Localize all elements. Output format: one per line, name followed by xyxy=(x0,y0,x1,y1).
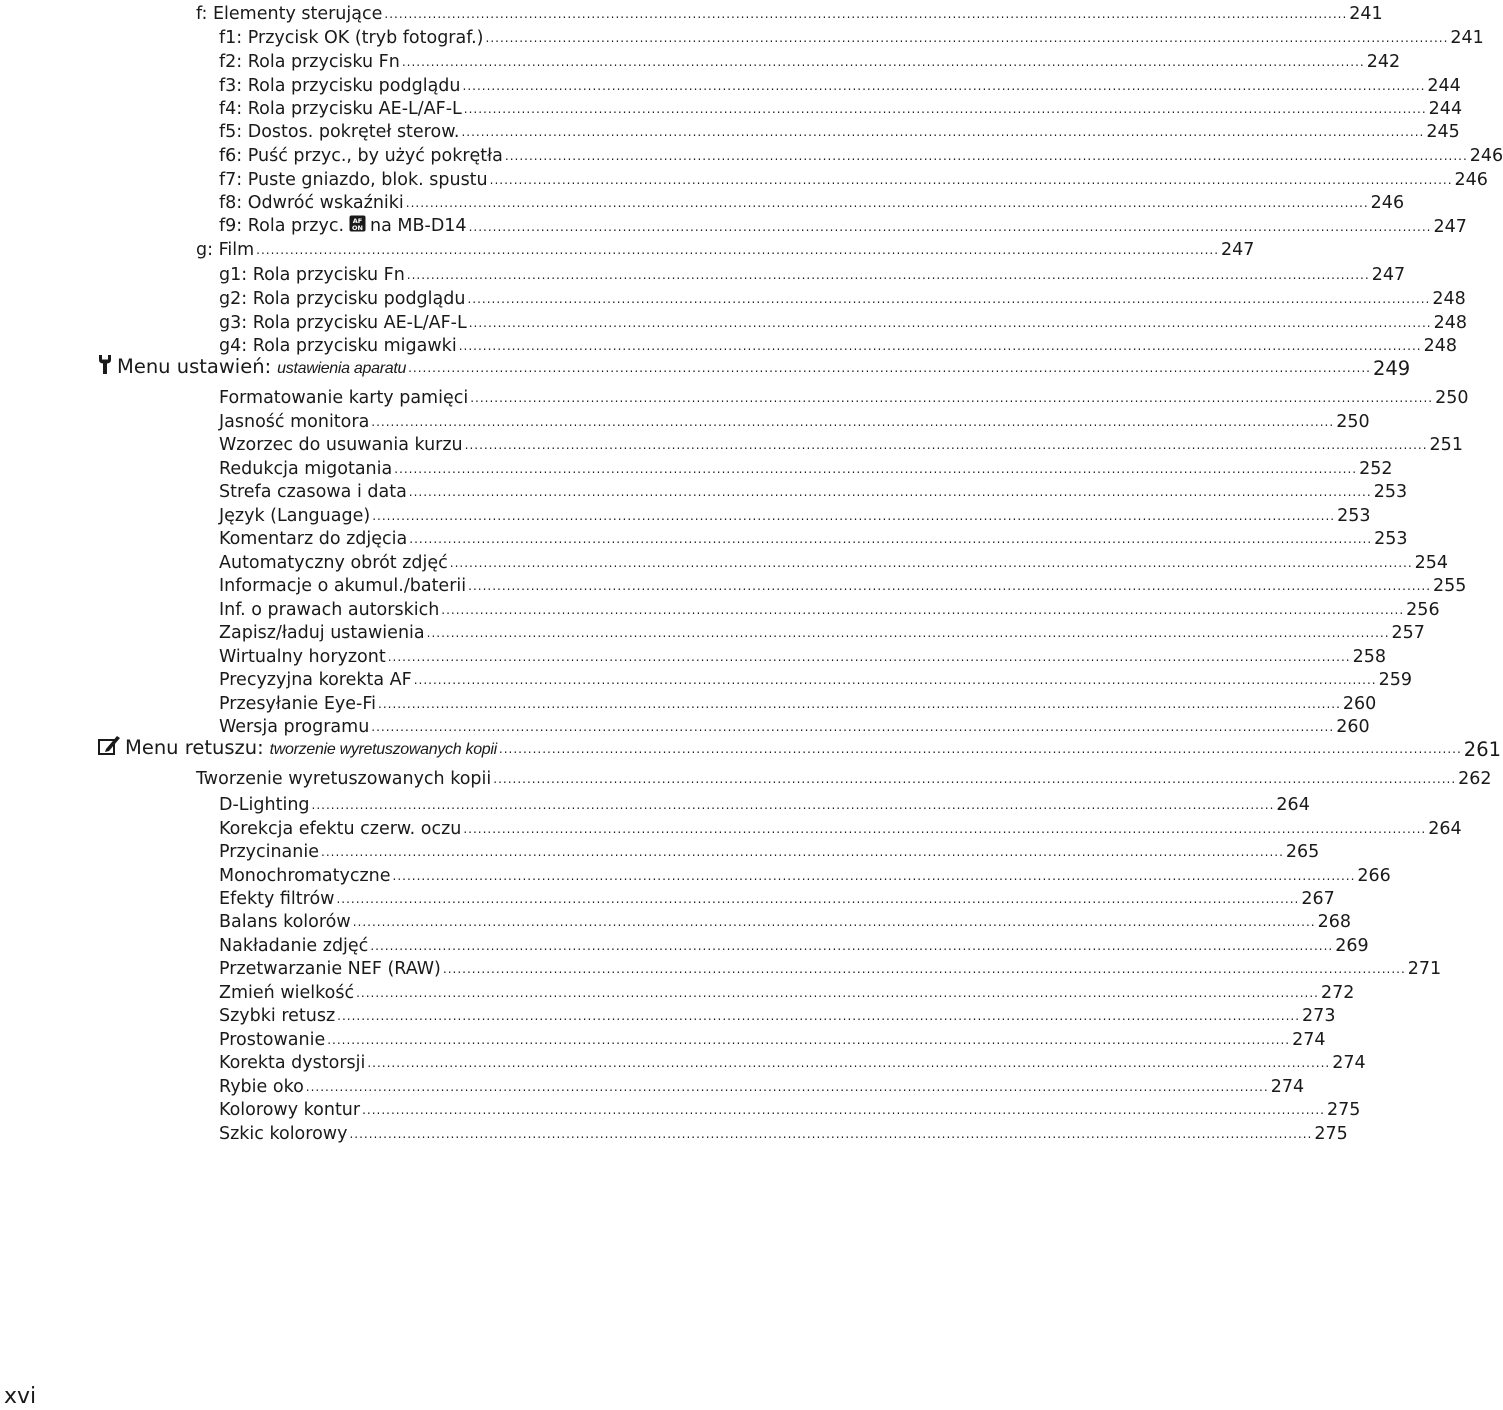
toc-entry-title xyxy=(219,481,407,503)
dot-leader: ........................................................................................................................................................................................................ xyxy=(401,55,1365,69)
toc-entry-label: Prostowanie xyxy=(219,1030,326,1050)
dot-leader: ........................................................................................................................................................................................................ xyxy=(305,1080,1269,1094)
toc-entry-label: f1: Przycisk OK (tryb fotograf.) xyxy=(219,28,484,48)
toc-entry[interactable] xyxy=(219,597,1440,621)
toc-entry-page: 253 xyxy=(1373,482,1408,502)
toc-entry-label: f: Elementy sterujące xyxy=(196,4,383,24)
toc-entry-page: 242 xyxy=(1366,52,1401,72)
toc-entry-page: 241 xyxy=(1349,4,1383,24)
toc-entry-title xyxy=(196,3,382,25)
toc-entry-label: Kolorowy kontur xyxy=(219,1100,361,1120)
toc-entry-label: Balans kolorów xyxy=(219,912,351,932)
toc-entry[interactable] xyxy=(219,550,1449,574)
toc-entry-title xyxy=(219,575,466,597)
dot-leader: ........................................................................................................................................................................................................ xyxy=(372,509,1336,523)
toc-entry-label: Nakładanie zdjęć xyxy=(219,936,369,956)
toc-entry-page: 246 xyxy=(1469,146,1503,166)
dot-leader: ........................................................................................................................................................................................................ xyxy=(408,485,1372,499)
toc-entry-title xyxy=(219,693,376,715)
toc-entry-page: 265 xyxy=(1285,842,1320,862)
dot-leader: ........................................................................................................................................................................................................ xyxy=(362,1103,1325,1117)
toc-entry-page: 260 xyxy=(1336,717,1370,737)
toc-entry-title xyxy=(219,622,425,644)
toc-entry-label: Przycinanie xyxy=(219,842,320,862)
dot-leader: ........................................................................................................................................................................................................ xyxy=(463,102,1427,116)
dot-leader: ........................................................................................................................................................................................................ xyxy=(405,196,1369,210)
toc-entry[interactable] xyxy=(219,310,1468,334)
toc-entry[interactable] xyxy=(219,644,1387,668)
dot-leader: ........................................................................................................................................................................................................ xyxy=(426,626,1390,640)
toc-entry-label: f8: Odwróć wskaźniki xyxy=(219,193,404,213)
toc-entry-label: Menu ustawień: xyxy=(117,355,272,378)
toc-entry-title xyxy=(219,505,370,527)
toc-entry-subtitle: ustawienia aparatu xyxy=(277,360,407,377)
toc-entry-page: 257 xyxy=(1391,623,1425,643)
toc-entry[interactable] xyxy=(219,909,1351,933)
toc-entry-subtitle: tworzenie wyretuszowanych kopii xyxy=(269,741,497,758)
toc-entry[interactable] xyxy=(219,503,1371,527)
dot-leader: ........................................................................................................................................................................................................ xyxy=(384,7,1348,21)
toc-entry[interactable] xyxy=(219,1074,1305,1098)
toc-entry-label: Efekty filtrów xyxy=(219,889,335,909)
toc-entry[interactable] xyxy=(219,286,1466,310)
toc-entry[interactable] xyxy=(219,119,1460,143)
toc-entry-label: Strefa czasowa i data xyxy=(219,482,407,502)
toc-entry-title xyxy=(219,1076,304,1098)
toc-entry-title xyxy=(219,264,405,286)
toc-entry[interactable] xyxy=(219,96,1463,120)
toc-entry-label: Korekta dystorsji xyxy=(219,1053,366,1073)
toc-entry-page: 269 xyxy=(1335,936,1369,956)
toc-entry-page: 245 xyxy=(1426,122,1460,142)
toc-entry-title xyxy=(219,27,484,49)
toc-entry-page: 246 xyxy=(1454,170,1488,190)
toc-entry[interactable] xyxy=(219,479,1408,503)
toc-entry[interactable] xyxy=(219,167,1488,191)
toc-entry-page: 272 xyxy=(1320,983,1355,1003)
toc-entry[interactable] xyxy=(219,25,1484,49)
dot-leader: ........................................................................................................................................................................................................ xyxy=(367,1056,1331,1070)
dot-leader: ........................................................................................................................................................................................................ xyxy=(356,986,1319,1000)
svg-text:AF: AF xyxy=(352,217,363,225)
dot-leader: ........................................................................................................................................................................................................ xyxy=(392,869,1356,883)
toc-entry-title xyxy=(219,911,351,933)
toc-entry-title xyxy=(219,1123,347,1145)
toc-entry[interactable] xyxy=(196,1,1383,25)
toc-entry[interactable] xyxy=(219,214,1467,238)
toc-entry-page: 274 xyxy=(1270,1077,1305,1097)
toc-entry-label: Jasność monitora xyxy=(219,412,370,432)
dot-leader: ........................................................................................................................................................................................................ xyxy=(463,822,1427,836)
toc-entry-page: 247 xyxy=(1371,265,1406,285)
dot-leader: ........................................................................................................................................................................................................ xyxy=(442,962,1406,976)
toc-entry-title xyxy=(196,768,491,790)
toc-entry[interactable] xyxy=(219,980,1355,1004)
toc-entry-label: f3: Rola przycisku podglądu xyxy=(219,76,461,96)
dot-leader: ........................................................................................................................................................................................................ xyxy=(337,1009,1301,1023)
dot-leader: ........................................................................................................................................................................................................ xyxy=(371,720,1335,734)
toc-entry-page: 274 xyxy=(1292,1030,1326,1050)
toc-entry-label: Formatowanie karty pamięci xyxy=(219,388,469,408)
toc-entry-label: Precyzyjna korekta AF xyxy=(219,670,412,690)
toc-entry-page: 259 xyxy=(1378,670,1412,690)
toc-entry-page: 271 xyxy=(1407,959,1442,979)
toc-entry-page: 244 xyxy=(1428,99,1463,119)
toc-entry-page: 244 xyxy=(1427,76,1461,96)
toc-entry-page: 253 xyxy=(1374,529,1408,549)
dot-leader: ........................................................................................................................................................................................................ xyxy=(449,556,1413,570)
toc-entry[interactable] xyxy=(219,667,1412,691)
dot-leader: ........................................................................................................................................................................................................ xyxy=(468,579,1432,593)
toc-entry-label: Zapisz/ładuj ustawienia xyxy=(219,623,425,643)
toc-entry[interactable] xyxy=(219,1050,1366,1074)
toc-entry-title xyxy=(219,599,439,621)
toc-entry-title xyxy=(219,528,407,550)
toc-entry-label-suffix: na MB-D14 xyxy=(370,216,467,236)
dot-leader: ........................................................................................................................................................................................................ xyxy=(462,79,1426,93)
toc-entry-page: 264 xyxy=(1276,795,1310,815)
toc-entry[interactable] xyxy=(219,49,1401,73)
toc-entry-page: 275 xyxy=(1326,1100,1361,1120)
toc-entry[interactable] xyxy=(219,432,1463,456)
toc-entry-title xyxy=(97,734,497,761)
toc-entry-label: g4: Rola przycisku migawki xyxy=(219,336,457,356)
toc-entry-page: 260 xyxy=(1342,694,1377,714)
toc-entry[interactable] xyxy=(219,143,1503,167)
toc-entry-title xyxy=(219,794,310,816)
dot-leader: ........................................................................................................................................................................................................ xyxy=(349,1127,1313,1141)
dot-leader: ........................................................................................................................................................................................................ xyxy=(458,339,1422,353)
toc-entry-title xyxy=(219,215,467,238)
toc-entry-label: Tworzenie wyretuszowanych kopii xyxy=(196,769,492,789)
toc-entry-title xyxy=(219,1052,365,1074)
toc-entry-page: 273 xyxy=(1302,1006,1336,1026)
toc-entry-page: 248 xyxy=(1432,289,1466,309)
toc-entry-page: 258 xyxy=(1352,647,1387,667)
toc-entry-page: 252 xyxy=(1359,459,1393,479)
toc-entry-title xyxy=(219,387,468,409)
toc-entry-label: Język (Language) xyxy=(219,506,371,526)
toc-entry-label: Przesyłanie Eye-Fi xyxy=(219,694,376,714)
toc-entry-label: f4: Rola przycisku AE-L/AF-L xyxy=(219,99,462,119)
dot-leader: ........................................................................................................................................................................................................ xyxy=(256,243,1220,257)
toc-entry-title xyxy=(219,818,461,840)
retouch-icon xyxy=(97,734,121,761)
toc-entry-label: g1: Rola przycisku Fn xyxy=(219,265,405,285)
dot-leader: ........................................................................................................................................................................................................ xyxy=(409,532,1373,546)
toc-entry[interactable] xyxy=(219,1003,1336,1027)
toc-entry-label: Korekcja efektu czerw. oczu xyxy=(219,819,462,839)
toc-entry[interactable] xyxy=(196,766,1492,790)
toc-entry[interactable] xyxy=(97,355,1411,380)
toc-entry-label: f6: Puść przyc., by użyć pokrętła xyxy=(219,146,503,166)
toc-entry-label: Szkic kolorowy xyxy=(219,1124,348,1144)
toc-entry[interactable] xyxy=(219,409,1370,433)
toc-entry-page: 250 xyxy=(1336,412,1370,432)
toc-entry-label: Automatyczny obrót zdjęć xyxy=(219,553,448,573)
dot-leader: ........................................................................................................................................................................................................ xyxy=(406,268,1370,282)
dot-leader: ........................................................................................................................................................................................................ xyxy=(467,292,1431,306)
toc-entry-label: f9: Rola przyc. xyxy=(219,216,345,236)
toc-entry[interactable] xyxy=(219,620,1425,644)
toc-entry[interactable] xyxy=(219,1027,1326,1051)
toc-entry-page: 248 xyxy=(1423,336,1457,356)
toc-entry-title xyxy=(219,1005,335,1027)
dot-leader: ........................................................................................................................................................................................................ xyxy=(336,892,1300,906)
toc-entry[interactable] xyxy=(219,933,1369,957)
dot-leader: ........................................................................................................................................................................................................ xyxy=(387,650,1351,664)
toc-entry-label: f2: Rola przycisku Fn xyxy=(219,52,400,72)
toc-entry-title xyxy=(219,1099,360,1121)
dot-leader: ........................................................................................................................................................................................................ xyxy=(441,603,1405,617)
toc-entry-page: 266 xyxy=(1357,866,1391,886)
toc-entry-title xyxy=(219,458,392,480)
svg-text:ON: ON xyxy=(352,224,363,232)
toc-entry-page: 249 xyxy=(1372,357,1411,380)
toc-entry-title xyxy=(219,98,462,120)
dot-leader: ........................................................................................................................................................................................................ xyxy=(311,798,1275,812)
toc-entry-title xyxy=(219,312,467,334)
toc-entry-title xyxy=(219,669,412,691)
toc-entry[interactable] xyxy=(219,1097,1361,1121)
toc-entry-title xyxy=(219,552,448,574)
toc-entry-page: 264 xyxy=(1428,819,1462,839)
toc-entry-title xyxy=(219,646,386,668)
toc-entry-label: D-Lighting xyxy=(219,795,310,815)
dot-leader: ........................................................................................................................................................................................................ xyxy=(493,772,1457,786)
toc-entry-title xyxy=(219,888,334,910)
dot-leader: ........................................................................................................................................................................................................ xyxy=(498,742,1462,756)
toc-entry[interactable] xyxy=(219,1121,1348,1145)
toc-entry-page: 261 xyxy=(1463,738,1502,761)
toc-entry-label: g3: Rola przycisku AE-L/AF-L xyxy=(219,313,467,333)
dot-leader: ........................................................................................................................................................................................................ xyxy=(370,939,1334,953)
toc-entry-title xyxy=(219,145,503,167)
toc-entry-page: 262 xyxy=(1458,769,1492,789)
dot-leader: ........................................................................................................................................................................................................ xyxy=(485,31,1449,45)
toc-entry-page: 250 xyxy=(1435,388,1469,408)
dot-leader: ........................................................................................................................................................................................................ xyxy=(321,845,1284,859)
toc-entry-page: 241 xyxy=(1450,28,1484,48)
dot-leader: ........................................................................................................................................................................................................ xyxy=(468,220,1432,234)
dot-leader: ........................................................................................................................................................................................................ xyxy=(371,415,1335,429)
toc-entry[interactable] xyxy=(219,863,1391,887)
toc-entry-page: 268 xyxy=(1317,912,1351,932)
toc-entry-title xyxy=(219,169,488,191)
toc-entry-page: 254 xyxy=(1414,553,1449,573)
toc-entry-title xyxy=(219,865,391,887)
toc-entry-title xyxy=(219,958,441,980)
toc-entry-page: 267 xyxy=(1301,889,1335,909)
toc-entry-title xyxy=(219,75,461,97)
toc-entry[interactable] xyxy=(219,691,1377,715)
toc-entry-label: Redukcja migotania xyxy=(219,459,393,479)
toc-entry[interactable] xyxy=(219,886,1335,910)
toc-entry-title xyxy=(97,353,406,380)
toc-entry[interactable] xyxy=(219,839,1320,863)
toc-entry-page: 251 xyxy=(1429,435,1463,455)
toc-entry[interactable] xyxy=(219,956,1442,980)
toc-entry[interactable] xyxy=(219,73,1461,97)
toc-entry-label: Szybki retusz xyxy=(219,1006,336,1026)
toc-entry-title xyxy=(219,51,400,73)
dot-leader: ........................................................................................................................................................................................................ xyxy=(470,391,1434,405)
toc-entry-label: Wersja programu xyxy=(219,717,370,737)
toc-entry-title xyxy=(219,121,459,143)
toc-entry[interactable] xyxy=(97,736,1502,761)
toc-entry-label: Wirtualny horyzont xyxy=(219,647,386,667)
toc-entry-label: Monochromatyczne xyxy=(219,866,391,886)
toc-entry[interactable] xyxy=(219,526,1408,550)
toc-entry-label: Zmień wielkość xyxy=(219,983,355,1003)
toc-entry[interactable] xyxy=(219,573,1467,597)
toc-entry-page: 246 xyxy=(1370,193,1405,213)
dot-leader: ........................................................................................................................................................................................................ xyxy=(468,316,1432,330)
toc-entry-page: 253 xyxy=(1337,506,1371,526)
dot-leader: ........................................................................................................................................................................................................ xyxy=(464,438,1428,452)
page-number: xvi xyxy=(4,1384,37,1409)
toc-entry[interactable] xyxy=(219,816,1462,840)
toc-entry-title xyxy=(219,982,354,1004)
toc-entry-title xyxy=(219,288,465,310)
dot-leader: ........................................................................................................................................................................................................ xyxy=(413,673,1377,687)
toc-entry-page: 274 xyxy=(1332,1053,1366,1073)
toc-entry[interactable] xyxy=(219,385,1469,409)
toc-entry-page: 256 xyxy=(1406,600,1440,620)
toc-entry[interactable] xyxy=(219,456,1393,480)
toc-entry-title xyxy=(219,1029,325,1051)
toc-entry-label: Przetwarzanie NEF (RAW) xyxy=(219,959,441,979)
toc-entry-label: Informacje o akumul./baterii xyxy=(219,576,467,596)
toc-entry-title xyxy=(219,434,463,456)
toc-entry-label: f5: Dostos. pokręteł sterow. xyxy=(219,122,460,142)
dot-leader: ........................................................................................................................................................................................................ xyxy=(352,915,1316,929)
toc-entry-label: Menu retuszu: xyxy=(125,736,264,759)
toc-entry-page: 247 xyxy=(1221,240,1255,260)
toc-entry-label: Wzorzec do usuwania kurzu xyxy=(219,435,463,455)
dot-leader: ........................................................................................................................................................................................................ xyxy=(489,173,1453,187)
dot-leader: ........................................................................................................................................................................................................ xyxy=(378,697,1341,711)
toc-entry[interactable] xyxy=(219,262,1406,286)
toc-entry-label: g: Film xyxy=(196,240,255,260)
toc-entry[interactable] xyxy=(219,792,1310,816)
dot-leader: ........................................................................................................................................................................................................ xyxy=(461,125,1425,139)
toc-entry-label: Rybie oko xyxy=(219,1077,304,1097)
toc-entry[interactable] xyxy=(196,237,1255,261)
toc-entry-title xyxy=(219,841,319,863)
toc-entry-title xyxy=(219,411,369,433)
dot-leader: ........................................................................................................................................................................................................ xyxy=(504,149,1468,163)
wrench-icon xyxy=(97,353,113,380)
toc-entry-page: 247 xyxy=(1433,217,1467,237)
af-on-button-icon xyxy=(349,215,366,238)
toc-entry-label: Komentarz do zdjęcia xyxy=(219,529,408,549)
toc-entry-title xyxy=(219,192,404,214)
toc-entry-page: 275 xyxy=(1314,1124,1348,1144)
dot-leader: ........................................................................................................................................................................................................ xyxy=(327,1033,1291,1047)
toc-entry-label: g2: Rola przycisku podglądu xyxy=(219,289,466,309)
toc-entry-title xyxy=(196,239,254,261)
dot-leader: ........................................................................................................................................................................................................ xyxy=(394,462,1358,476)
dot-leader: ........................................................................................................................................................................................................ xyxy=(408,361,1371,375)
toc-entry-page: 255 xyxy=(1433,576,1467,596)
toc-entry-title xyxy=(219,935,368,957)
toc-entry-label: Inf. o prawach autorskich xyxy=(219,600,440,620)
toc-entry-page: 248 xyxy=(1433,313,1468,333)
toc-entry[interactable] xyxy=(219,190,1405,214)
toc-entry-label: f7: Puste gniazdo, blok. spustu xyxy=(219,170,488,190)
